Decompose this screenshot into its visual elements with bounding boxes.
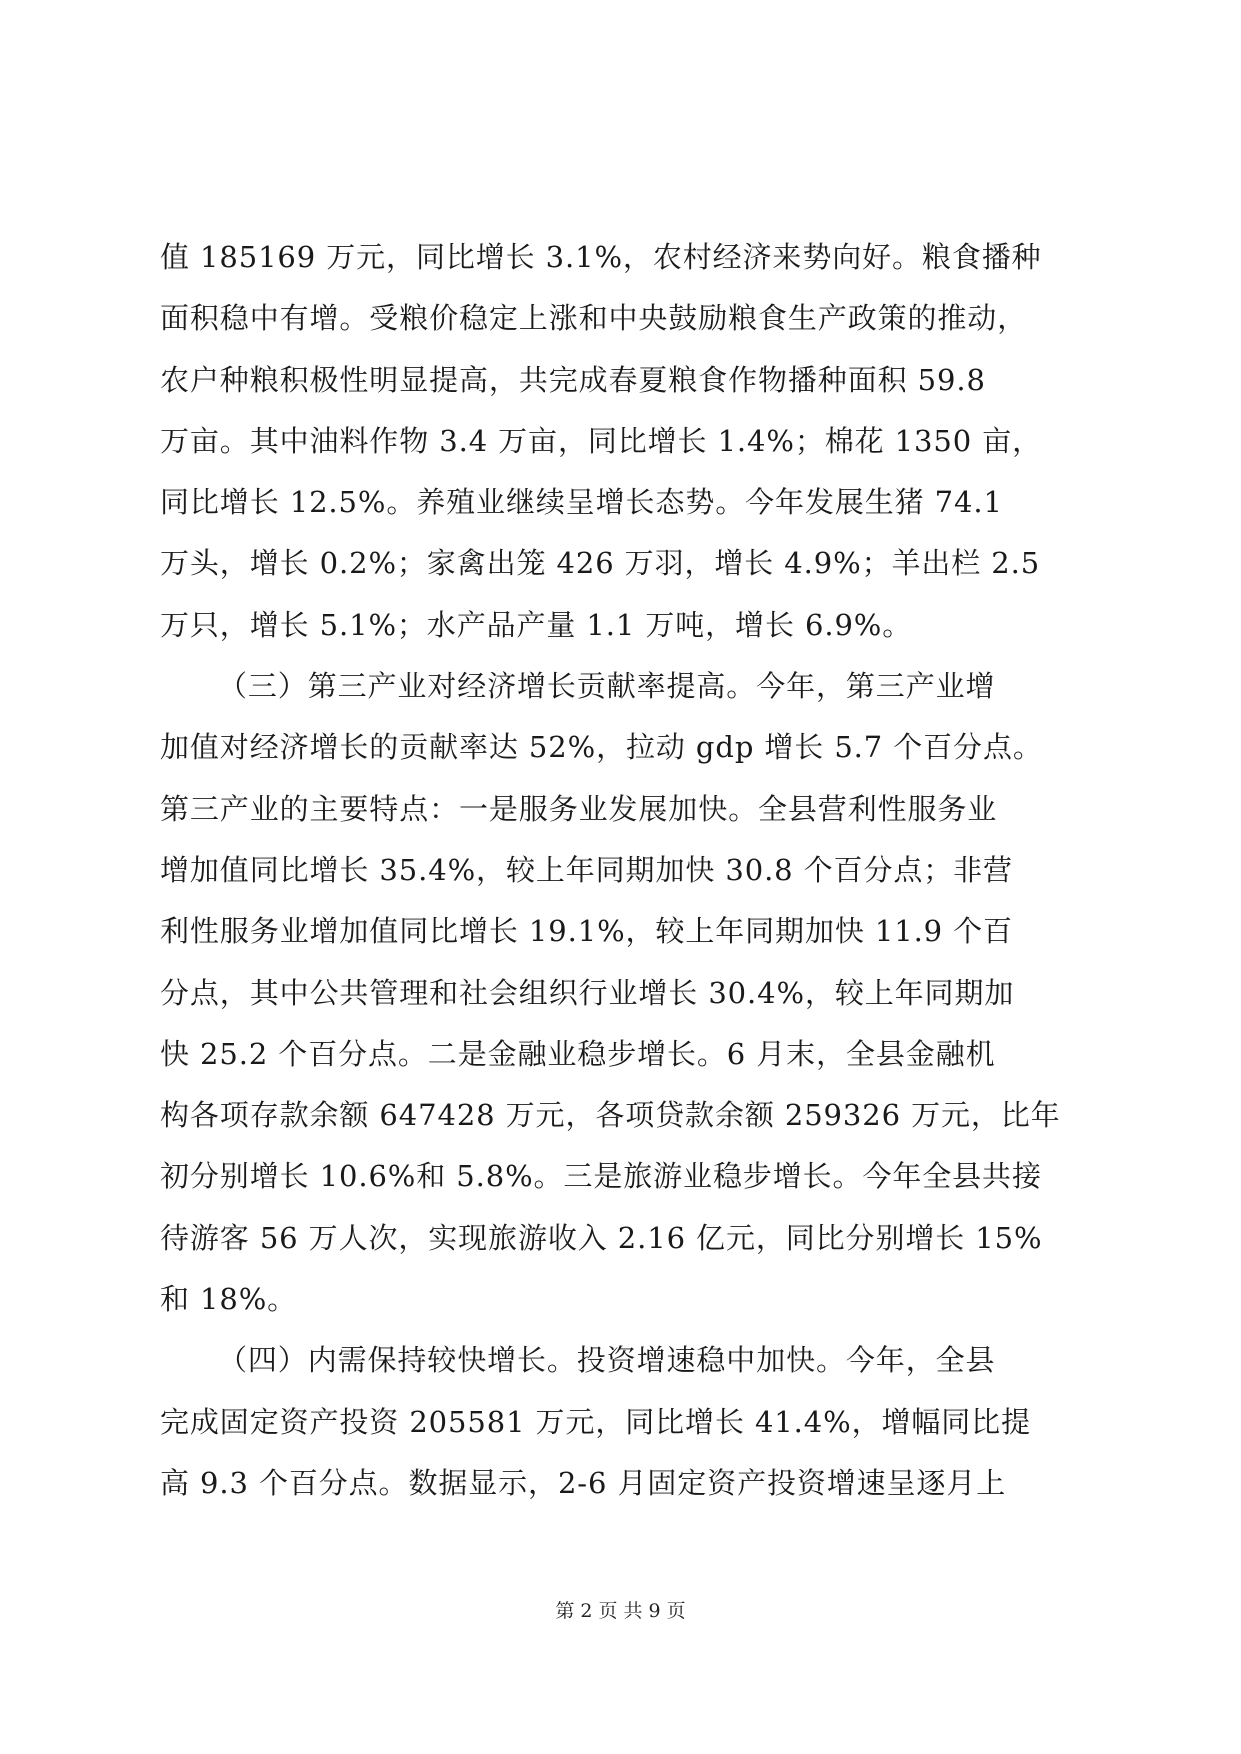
text-line: 待游客 56 万人次，实现旅游收入 2.16 亿元，同比分别增长 15% bbox=[160, 1220, 1043, 1255]
text-line: 快 25.2 个百分点。二是金融业稳步增长。6 月末，全县金融机 bbox=[160, 1036, 996, 1071]
text-line: 万只，增长 5.1%；水产品产量 1.1 万吨，增长 6.9%。 bbox=[160, 607, 913, 642]
text-line: 农户种粮积极性明显提高，共完成春夏粮食作物播种面积 59.8 bbox=[160, 362, 986, 397]
section-heading-line: （三）第三产业对经济增长贡献率提高。今年，第三产业增 bbox=[218, 669, 996, 704]
text-line: 完成固定资产投资 205581 万元，同比增长 41.4%，增幅同比提 bbox=[160, 1404, 1031, 1439]
text-line: 利性服务业增加值同比增长 19.1%，较上年同期加快 11.9 个百 bbox=[160, 914, 1013, 949]
text-line: 和 18%。 bbox=[160, 1282, 298, 1317]
section-heading-line: （四）内需保持较快增长。投资增速稳中加快。今年，全县 bbox=[218, 1343, 996, 1378]
text-line: 高 9.3 个百分点。数据显示，2-6 月固定资产投资增速呈逐月上 bbox=[160, 1465, 1007, 1500]
text-line: 值 185169 万元，同比增长 3.1%，农村经济来势向好。粮食播种 bbox=[160, 240, 1042, 274]
text-line: 同比增长 12.5%。养殖业继续呈增长态势。今年发展生猪 74.1 bbox=[160, 485, 1003, 520]
text-line: 构各项存款余额 647428 万元，各项贷款余额 259326 万元，比年 bbox=[160, 1098, 1061, 1133]
page-number-footer: 第 2 页 共 9 页 bbox=[555, 1600, 686, 1622]
text-line: 加值对经济增长的贡献率达 52%，拉动 gdp 增长 5.7 个百分点。 bbox=[160, 730, 1043, 765]
text-line: 分点，其中公共管理和社会组织行业增长 30.4%，较上年同期加 bbox=[160, 975, 1015, 1010]
text-line: 万头，增长 0.2%；家禽出笼 426 万羽，增长 4.9%；羊出栏 2.5 bbox=[160, 546, 1041, 581]
text-line: 增加值同比增长 35.4%，较上年同期加快 30.8 个百分点；非营 bbox=[160, 852, 1013, 887]
text-line: 第三产业的主要特点：一是服务业发展加快。全县营利性服务业 bbox=[160, 791, 998, 826]
text-line: 万亩。其中油料作物 3.4 万亩，同比增长 1.4%；棉花 1350 亩， bbox=[160, 423, 1042, 458]
text-line: 面积稳中有增。受粮价稳定上涨和中央鼓励粮食生产政策的推动， bbox=[160, 301, 1028, 336]
text-line: 初分别增长 10.6%和 5.8%。三是旅游业稳步增长。今年全县共接 bbox=[160, 1159, 1042, 1194]
body-text bbox=[160, 227, 1100, 1514]
